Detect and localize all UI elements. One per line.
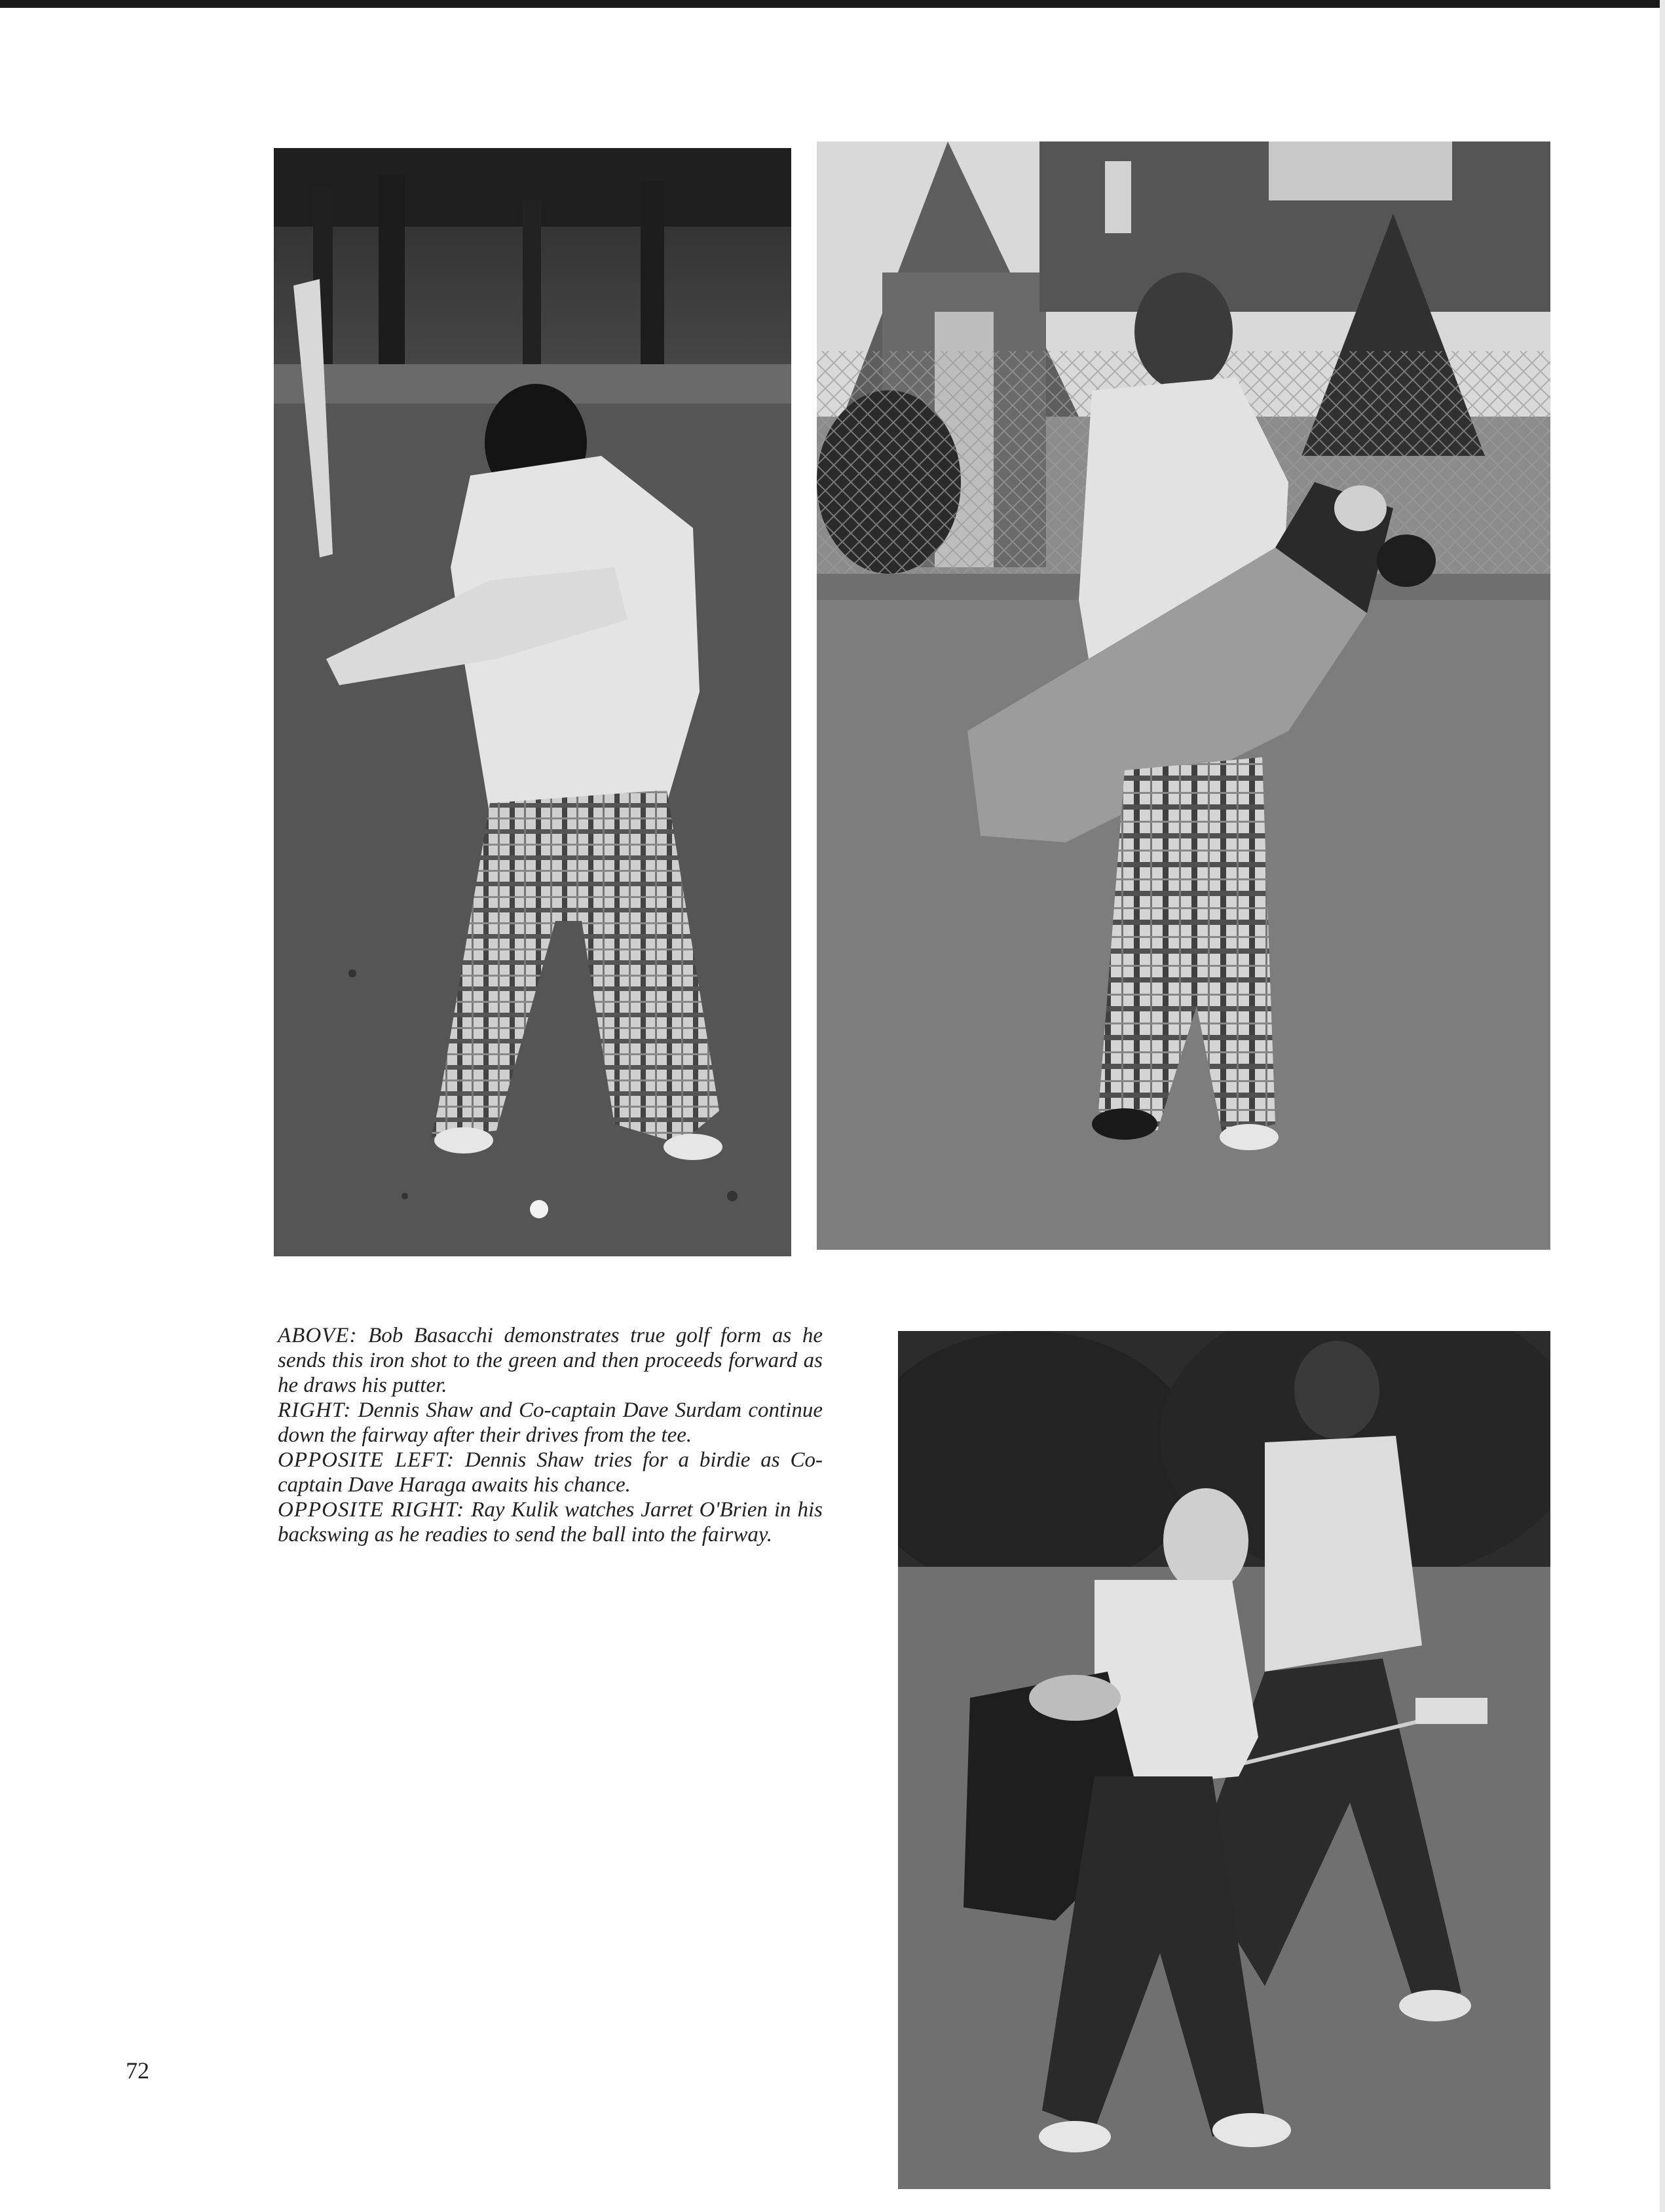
scan-right-edge xyxy=(1660,0,1665,2212)
caption-opposite-left xyxy=(278,1448,823,1497)
photo-golfer-carrying-bag xyxy=(817,141,1550,1250)
caption-opposite-left-label: OPPOSITE LEFT: xyxy=(278,1448,455,1472)
caption-opposite-right-text: Ray Kulik watches Jarret O'Brien in his backswing as he readies to send the ball into the fairway. xyxy=(278,1498,823,1547)
caption-above-label: ABOVE: xyxy=(278,1324,358,1347)
page-number: 72 xyxy=(126,2057,149,2084)
photo-golfer-carrying-bag-image xyxy=(817,141,1550,1250)
photo-golfer-iron-swing-image xyxy=(274,148,791,1256)
caption-opposite-right-label: OPPOSITE RIGHT: xyxy=(278,1498,465,1522)
caption-opposite-right xyxy=(278,1497,823,1547)
caption-right-text: Dennis Shaw and Co-captain Dave Surdam continue down the fairway after their drives from the tee. xyxy=(278,1398,823,1447)
photo-two-golfers-walking xyxy=(898,1331,1550,2189)
scan-top-edge xyxy=(0,0,1665,8)
caption-opposite-left-text: Dennis Shaw tries for a birdie as Co-captain Dave Haraga awaits his chance. xyxy=(278,1448,823,1497)
caption-above-text: Bob Basacchi demonstrates true golf form as he sends this iron shot to the green and then proceeds forward as he draws his putter. xyxy=(278,1324,823,1397)
photo-two-golfers-walking-image xyxy=(898,1331,1550,2189)
photo-caption xyxy=(278,1323,823,1547)
photo-golfer-iron-swing xyxy=(274,148,791,1256)
caption-right xyxy=(278,1398,823,1448)
caption-above xyxy=(278,1323,823,1398)
caption-right-label: RIGHT: xyxy=(278,1398,352,1422)
